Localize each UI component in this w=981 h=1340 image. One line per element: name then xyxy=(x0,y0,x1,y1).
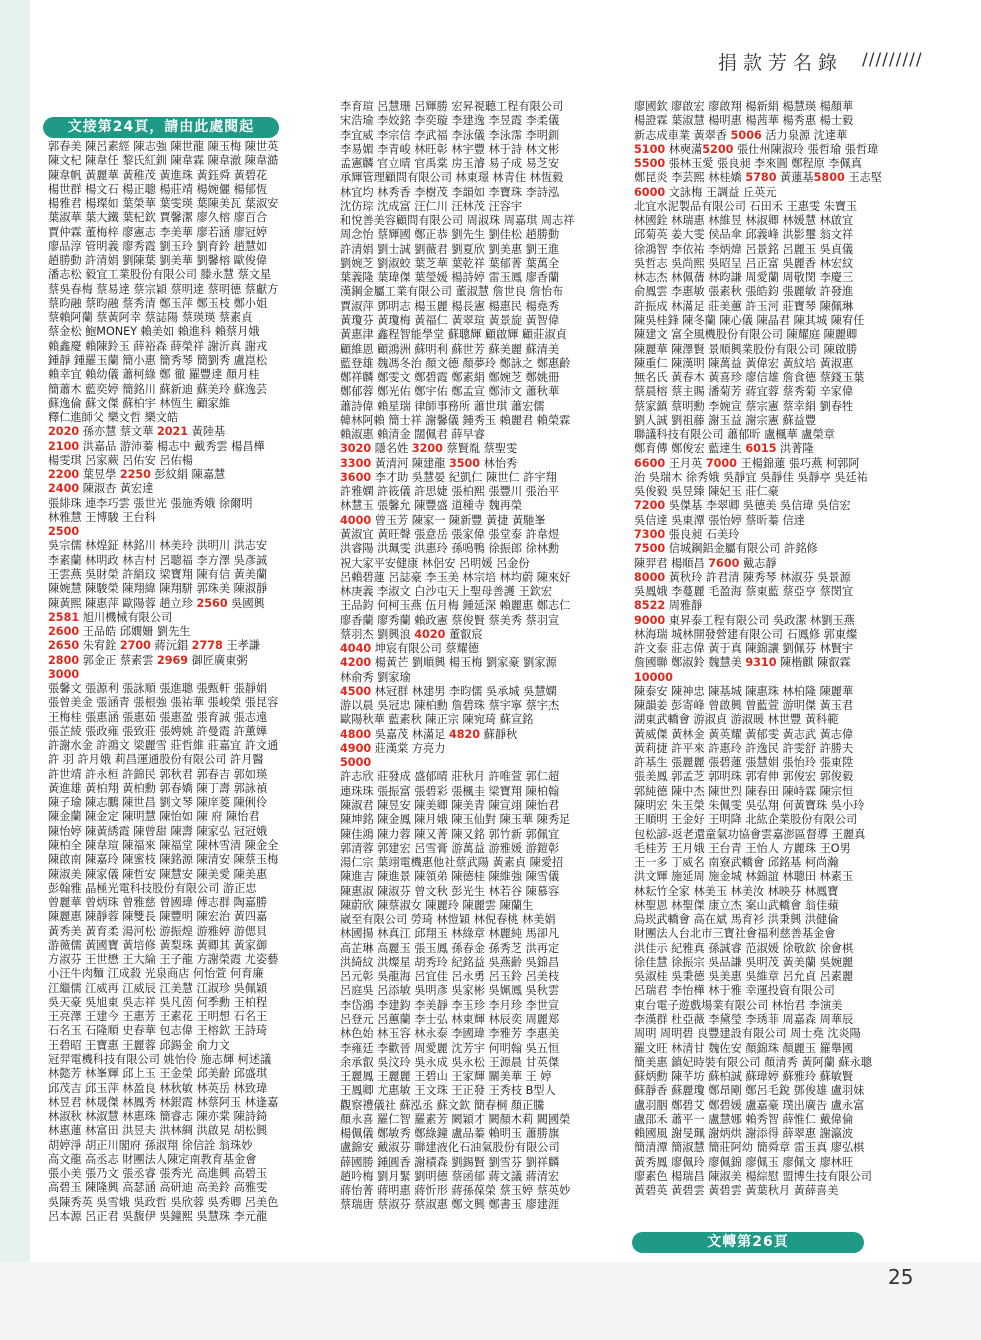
donor-line: 賴幸宜 賴幼儀 蕭柯綠 鄭 徹 羅豐達 顏月桂 xyxy=(48,368,260,382)
donation-amount: 10000 xyxy=(634,670,673,684)
donor-line: 許振成 林滿足 莊美蕙 許玉河 莊寶琴 陳佩琳 xyxy=(634,299,854,313)
donation-amount: 5500 xyxy=(634,157,666,171)
donor-line: 呂本源 呂正君 吳馥伊 吳鐘熙 吳慧珠 李元龍 xyxy=(48,1209,268,1223)
donor-line: 許 羽 許月娥 莉昌運通股份有限公司 許月醫 xyxy=(48,753,264,767)
donor-line: 許雅嫻 許筱儀 許思婕 張柏熙 張豐川 張治平 xyxy=(340,485,560,499)
page-number: 25 xyxy=(888,1265,914,1289)
donor-line: 烏崁武轎會 高在斌 馬育衫 洪秉興 洪健倫 xyxy=(634,913,839,927)
donor-line: 宋浩瑜 李姣銘 李奕璇 李建逸 李昱霞 李柔儀 xyxy=(340,114,560,128)
donor-line: 黃瓊芬 黃瓊梅 黃福仁 黃翠瑄 黃景旋 黃智偉 xyxy=(340,313,560,327)
donor-line: 羅文旺 林清甘 魏佐安 顏錦珠 顏麗玉 羅舉國 xyxy=(634,1041,854,1055)
donor-line: 鄭祥麟 鄭雯文 鄭碧霞 鄭素絹 鄭婉芝 鄭姚冊 xyxy=(340,371,560,385)
donor-line: 劉婉芝 劉淑蛟 葉芝華 葉乾祥 葉郁菁 葉萬全 xyxy=(340,256,560,270)
donation-amount: 7600 xyxy=(708,556,740,570)
donation-amount: 4500 xyxy=(340,684,372,698)
donor-line: 北宜水泥製品有限公司 石田禾 王惠雯 朱寶玉 xyxy=(634,199,858,213)
donor-line: 李易媚 李青峻 林旺彰 林宇豐 林于詩 林文彬 xyxy=(340,142,560,156)
donor-line: 林俞秀 劉家瑜 xyxy=(340,670,411,684)
donor-line: 吳哲志 吳尚熙 吳昭呈 吕正富 吳麗香 林宏紋 xyxy=(634,256,854,270)
donor-line: 周明 周明碧 良豐建設有限公司 周士堯 沈炎陽 xyxy=(634,1027,861,1041)
donor-line: 賴鑫慶 賴陳鈴玉 薛裕森 薛榮祥 謝沂真 謝戎 xyxy=(48,339,268,353)
donor-line: 俞鳳雲 李惠敏 張素秋 張皓鈞 張麗敏 許發進 xyxy=(634,285,854,299)
donation-amount: 2800 xyxy=(48,653,80,667)
donation-amount: 2560 xyxy=(196,596,228,610)
donation-amount: 4020 xyxy=(414,627,446,641)
donor-line: 許清娟 劉士誠 劉薇君 劉夏欣 劉美惠 劉王進 xyxy=(340,242,560,256)
donor-line: 呂登元 呂蕙蘭 李士弘 林東輝 林辰奕 周麗郑 xyxy=(340,1013,560,1026)
donor-line: 郭純德 陳中杰 陳世烈 陳春田 陳峙霖 陳宗恒 xyxy=(634,784,854,798)
donor-line: 王一多 丁威名 南寮武轎會 邱銘基 柯尚瀚 xyxy=(634,856,839,870)
continued-to-banner: 文轉第26頁 xyxy=(632,1232,864,1253)
donor-line: 江繼儒 江威再 江威辰 江美慧 江淑珍 吳佩穎 xyxy=(48,981,268,995)
donation-amount: 2778 xyxy=(191,639,223,653)
donation-amount: 5006 xyxy=(730,128,762,142)
donor-line: 郭清蓉 郭建宏 呂雪膏 游萬益 游雅媛 游鎧彰 xyxy=(340,841,560,855)
donation-amount: 2969 xyxy=(156,653,189,667)
page-title: 捐款芳名錄 xyxy=(718,52,844,74)
donor-line: 陳坤銘 陳金鳳 陳月娥 陳玉仙對 陳玉華 陳秀足 xyxy=(340,813,571,827)
donor-line: 許基生 張麗麗 張碧蓮 張慧娟 張怡玲 張東陞 xyxy=(634,756,854,770)
donor-line: 陳子瑜 陳志鵬 陳世昌 劉文琴 陳庠菱 陳俐伶 xyxy=(48,796,268,810)
donation-amount: 7200 xyxy=(634,499,666,513)
donor-line: 7500 信城鋼鋁金屬有限公司 許銘修 xyxy=(634,542,818,556)
donor-line: 王梅桂 張惠涵 張惠茹 張惠盈 張育誠 張志遠 xyxy=(48,710,268,724)
donation-amount: 8000 xyxy=(634,570,666,584)
donor-line: 陳重仁 陳漢明 陳萬益 黃偉宏 黃紋培 黃淑惠 xyxy=(634,356,854,370)
donor-line: 王鳳卿 尤惠敏 王文珠 王正發 王秀枝 B型人 xyxy=(340,1084,556,1098)
donor-line: 陳淑美 陳家儀 陳哲安 陳慧安 陳美愛 陳美惠 xyxy=(48,867,268,881)
donation-amount: 9310 xyxy=(745,656,777,670)
donor-line: 洪綺紋 洪燦星 胡秀玲 紀銘益 吳燕齡 吳錦昌 xyxy=(340,955,560,969)
donor-line: 林懿芳 林峯輝 邱上玉 王金榮 邱美齡 邱盛琪 xyxy=(48,1067,268,1081)
donor-line: 新志成車業 黃翠香 5006 活力泉源 沈達華 xyxy=(634,128,848,142)
donor-line: 蔡瑞唐 蔡淑芬 蔡淑惠 鄭文興 鄭書玉 廖建涯 xyxy=(340,1198,560,1212)
donor-line: 劉人誠 劉祖藤 謝玉益 謝宗憲 蘇益豐 xyxy=(634,413,817,427)
donation-amount: 2581 xyxy=(48,610,80,624)
donor-line: 6600 王月英 7000 王楊錦蓮 張巧燕 柯郭阿 xyxy=(634,456,860,470)
donor-line: 王碧昭 王寶惠 王麗蓉 邱錫金 俞力文 xyxy=(48,1038,231,1052)
donor-line: 3600 李才助 吳慧晏 紀凱仁 陳世仁 許宇翔 xyxy=(340,470,557,484)
donor-column-3 xyxy=(634,100,934,1198)
donation-amount: 8522 xyxy=(634,599,666,613)
donor-line: 4800 吳嘉茂 林滿足 4820 蘇靜秋 xyxy=(340,727,518,741)
donor-line: 李岱鴻 李建鈞 李美靜 李玉珍 李月珍 李世宣 xyxy=(340,998,560,1012)
donor-line: 楊世群 楊文石 楊正聰 楊莊靖 楊婉儷 楊郁恆 xyxy=(48,182,268,196)
donor-line: 3020 隱名姓 3200 蔡賢胤 蔡聖雯 xyxy=(340,442,518,456)
donor-line: 蔡羽杰 劉興浪 4020 董叡宸 xyxy=(340,627,483,641)
donation-amount: 2100 xyxy=(48,439,80,453)
donor-line: 廖素色 楊瑞昌 陳淑美 楊綜慰 盟博生技有限公司 xyxy=(634,1169,872,1183)
donor-line: 許世靖 許永桓 許錦民 郭秋君 郭春吉 郭如瑛 xyxy=(48,767,268,781)
donor-line: 吳鳳娥 李蔓麗 毛盈海 蔡東藍 蔡亞亨 蔡閔宜 xyxy=(634,585,854,599)
donor-line: 洪佳示 紀雅真 孫誠睿 范淑媛 徐敬欽 徐會棋 xyxy=(634,941,854,955)
donor-line: 2581 旭川機械有限公司 xyxy=(48,610,173,624)
donor-line: 2650 朱宥銓 2700 蔣沅錩 2778 王孝謙 xyxy=(48,639,260,653)
donor-column-1 xyxy=(48,116,330,1224)
donor-line: 林聖恩 林聖傑 康立杰 案山武轎會 翁佳蘋 xyxy=(634,898,839,912)
donor-line: 黃淑宜 黃旺聲 張意岳 張家偉 張堂泰 許韋煜 xyxy=(340,527,560,541)
donation-amount: 2400 xyxy=(48,482,80,496)
donor-line: 林淑秋 林淑慧 林惠珠 簡睿志 陳亦棠 陳詩錡 xyxy=(48,1110,268,1124)
donor-line: 崴至有限公司 勞琦 林愷穎 林倪春桃 林美娟 xyxy=(340,913,556,927)
donor-line: 觀察禮儀社 蘇泓丞 蘇文欽 簡春桐 顏正騰 xyxy=(340,1098,545,1112)
donor-line: 吳宗儒 林煌鉦 林銘川 林美玲 洪明川 洪志安 xyxy=(48,539,268,553)
donor-line: 陳吳桂鋒 陳冬蘭 陳心儀 陳晶君 陳其城 陳宥任 xyxy=(634,313,865,327)
donor-line: 鄭育傳 鄭俊宏 藍達生 6015 洪菁隆 xyxy=(634,442,814,456)
donor-line: 簡美惠 鎮妃時裝有限公司 顏清秀 黃阿蘭 蘇永聰 xyxy=(634,1055,872,1069)
donor-line: 高文龍 高丞志 財團法人陳定南教育基金會 xyxy=(48,1152,257,1166)
donor-line: 許謝水金 許鴻文 梁麗雪 莊哲維 莊嘉宜 許文通 xyxy=(48,739,279,753)
donor-line: 9000 東昇泰工程有限公司 吳政潔 林劉玉燕 xyxy=(634,613,855,627)
donation-amount: 2600 xyxy=(48,625,80,639)
donor-line: 黃碧英 黃碧雲 黃碧雲 黃葉秋月 黃薛喜美 xyxy=(634,1184,839,1198)
donor-line: 蔡吳春梅 蔡易達 蔡宗穎 蔡明達 蔡明德 蔡獻方 xyxy=(48,282,279,296)
donation-amount: 6015 xyxy=(745,442,777,456)
donor-line: 蘇炳勳 陳芊坊 蘇柏誠 蘇瑋婷 蘇雅玲 蘇敏賢 xyxy=(634,1070,854,1084)
donor-line xyxy=(340,756,622,770)
donor-line: 許志欣 莊發成 盛郁晴 莊秋月 許唯萱 郭仁超 xyxy=(340,770,560,784)
donor-line: 蔣怡菁 蔣明惠 蔣忻形 蔣孫葆榮 蔡玉婷 蔡英妙 xyxy=(340,1184,571,1198)
donation-amount: 2250 xyxy=(119,468,151,482)
donor-line: 許文泰 莊志偉 黃于真 陳錦讓 劉佩芬 林賢宇 xyxy=(634,642,854,656)
donation-amount: 4040 xyxy=(340,642,372,656)
donor-line: 鄭昆炎 李芸熙 林桂嬌 5780 黃蓮基5800 王志堅 xyxy=(634,171,882,185)
donor-line: 林色始 林玉容 林永泰 李國瑋 李雅芳 李惠美 xyxy=(340,1027,560,1041)
donor-line: 陳柏全 陳韋瑄 陳福來 陳福堂 陳林雪清 陳金全 xyxy=(48,839,279,853)
donor-line: 2600 王品皓 邱嫺姍 劉先生 xyxy=(48,625,191,639)
donor-line: 吳俊毅 吳昱臻 陳妃玉 莊仁豪 xyxy=(634,485,779,499)
donation-amount: 2500 xyxy=(48,525,80,539)
donor-line: 連珠珠 張振富 張碧彩 張楓圭 梁寶翔 陳柏翰 xyxy=(340,784,560,798)
donor-line: 廖國欽 廖啟宏 廖啟翔 楊新絹 楊慧瑛 楊顏華 xyxy=(634,100,854,113)
donor-line: 呂瑞君 李怡樺 林于雅 幸運投資有限公司 xyxy=(634,984,835,998)
donation-amount: 5100 xyxy=(634,142,666,156)
donor-line: 黃秀美 黃育柔 湯河松 游振煌 游雅婷 游偲貝 xyxy=(48,924,268,938)
donor-line: 2020 孫亦慧 蔡文華 2021 黃陸基 xyxy=(48,425,226,439)
donor-line: 盧邵禾 蕭平一 盧慧娜 賴秀智 薛惟仁 戴偉倫 xyxy=(634,1112,854,1126)
donor-line: 王品鈞 何柯玉燕 伍月梅 鍾延深 賴麗惠 鄭志仁 xyxy=(340,599,571,613)
footer-band xyxy=(0,1262,981,1340)
donation-amount: 2200 xyxy=(48,468,80,482)
donor-line: 趙吟梅 劉月緊 劉明德 蔡函郁 蔣文議 蔣清宏 xyxy=(340,1169,560,1183)
donor-line: 藍登雄 魏馮冬治 顏文德 顏夢玲 鄭詠之 鄭惠齡 xyxy=(340,356,571,370)
donor-line: 2800 郭金正 蔡素雲 2969 御匠廣東粥 xyxy=(48,653,248,667)
donor-line: 潘志松 毅宜工業股份有限公司 滕永慧 蔡文星 xyxy=(48,268,272,282)
donor-line: 蔡晨榕 蔡主賜 潘菊芳 蔣宜蓉 蔡秀菊 辛家偉 xyxy=(634,385,854,399)
donor-line: 蘇逸倫 蘇文傑 蘇柏宇 林恆生 顧家維 xyxy=(48,396,231,410)
donor-line: 林雅慧 王博駿 王台科 xyxy=(48,510,156,524)
donor-line: 黃莉捷 許平來 許惠玲 許逸民 許雯舒 許勝夫 xyxy=(634,741,854,755)
donor-line: 余承叡 吳汶玲 吳永成 吳永松 王源晨 甘英傑 xyxy=(340,1055,560,1069)
donor-line: 游薇儒 黃國寶 黃培修 黃梨珠 黃卿其 黃家御 xyxy=(48,938,268,952)
donor-line: 包松諺-返老還童氣功協會雲嘉澎區督導 王麗真 xyxy=(634,827,866,841)
donor-line: 陳黃熙 陳惠萍 歐陽蓉 趙立珍 2560 吳國興 xyxy=(48,596,265,610)
donor-line: 方淑芬 王世懋 王大綸 王子龍 方謝榮霞 尤姿藝 xyxy=(48,953,279,967)
donor-line: 李素蘭 林明政 林吉村 呂聰福 李方澤 吳彥誠 xyxy=(48,553,268,567)
donor-line: 游以晨 吳冠忠 陳柏勳 詹碧珠 蔡宇寧 蔡宇杰 xyxy=(340,699,560,713)
donor-line: 蔡賴阿蘭 蔡黃阿幸 蔡誌陽 蔡瑛瑛 蔡素貞 xyxy=(48,311,253,325)
donor-line: 小汪牛肉麵 江成殺 光泉商店 何怡萱 何育廉 xyxy=(48,967,264,981)
donor-line: 陳文杞 陳韋任 黎氏紅釧 陳韋霖 陳韋澈 陳韋澔 xyxy=(48,154,279,168)
donor-column-2 xyxy=(340,100,622,1213)
donor-line: 陳婉慧 陳駿榮 陳翔緯 陳翔駢 郭珠美 陳淑靜 xyxy=(48,582,268,596)
donor-line: 承輝管理顧問有限公司 林東璟 林青住 林恆毅 xyxy=(340,171,564,185)
donor-line: 陳金蘭 陳金定 陳明慧 陳怡如 陳 府 陳怡君 xyxy=(48,810,260,824)
donor-line: 蘇靜香 蘇麗瓊 鄭昂剛 鄭呂毛銳 鄧俊雄 盧羽妹 xyxy=(634,1084,865,1098)
donor-line: 林宜均 林秀香 李樹茂 李韻如 李寶珠 李詩泓 xyxy=(340,185,560,199)
donor-line: 張緋珠 連李巧雲 張世光 張施秀娥 徐爾明 xyxy=(48,496,253,510)
donor-line: 盧錦安 戴淑芬 聯建液化石油氣股份有限公司 xyxy=(340,1141,560,1155)
donor-line: 李宜威 李宗信 李武福 李泳儀 李泳霈 李明釧 xyxy=(340,128,560,142)
donor-line: 簡清潭 簡淑慧 簡莊阿幼 簡舜章 雷玉真 廖弘棋 xyxy=(634,1141,865,1155)
donation-amount: 7500 xyxy=(634,542,666,556)
donor-line: 冠羿電機科技有限公司 姚怡伶 施志輝 柯述議 xyxy=(48,1053,272,1066)
donor-line: 吳淑桂 吳秉德 吳美惠 吳維章 呂允貞 呂素麗 xyxy=(634,970,854,984)
donor-line: 祝大家平安健康 林侶安 呂明媛 呂金份 xyxy=(340,556,530,570)
donor-line: 無名氏 黃春木 黃喜珍 廖信雄 詹食德 蔡錢玉葉 xyxy=(634,371,865,385)
donor-line: 張芷綾 張政雍 張致莊 張娉姚 許曼霞 許薰嬅 xyxy=(48,724,268,738)
donor-line: 高碧玉 陳隆興 高瑟涵 高研迪 高美鈴 高雅雯 xyxy=(48,1181,268,1195)
donor-line xyxy=(48,668,330,682)
donation-amount: 2700 xyxy=(119,639,151,653)
donor-line: 吳天豪 吳旭東 吳志祥 吳凡茵 何季勳 王柏程 xyxy=(48,995,268,1009)
donor-line: 8522 周雅靜 xyxy=(634,599,703,613)
donor-line: 邱菊英 姜大雯 侯品傘 邱義峰 洪影璽 翁文祥 xyxy=(634,228,854,242)
donor-line: 4200 楊黃芒 劉順興 楊玉梅 劉家豪 劉家源 xyxy=(340,656,557,670)
donation-amount: 4820 xyxy=(448,727,481,741)
donor-line: 陳蔚欣 陳蔡淑女 陳麗玲 陳麗雲 陳蘭生 xyxy=(340,898,534,912)
donor-line: 林庚義 李淑文 白沙屯天上聖母善護 王欽宏 xyxy=(340,585,553,599)
donor-line: 王麗鳳 王麗麗 王碧山 王家輝 關美華 王 婷 xyxy=(340,1070,552,1084)
donation-amount: 6600 xyxy=(634,456,666,470)
donation-amount: 2650 xyxy=(48,639,80,653)
donor-line: 東台電子遊戲場業有限公司 林怡君 李演美 xyxy=(634,998,843,1012)
donor-line: 湖東武轎會 游淑貞 游淑暖 林世豐 黃科範 xyxy=(634,713,839,727)
donor-line: 廖品淳 管明義 廖秀霞 劉玉玲 劉育鈴 趙慧如 xyxy=(48,239,268,253)
donor-line: 韓林阿賴 簡士祥 謝馨儀 鍾秀玉 賴麗君 賴榮霖 xyxy=(340,413,571,427)
donor-line: 張美鳳 郭孟芝 郭明珠 郭宥伸 郭俊宏 郭俊毅 xyxy=(634,770,854,784)
donor-line: 林昱君 林晟傑 林鳳秀 林銀霞 林蔡阿玉 林逢嘉 xyxy=(48,1095,279,1109)
donation-amount: 5800 xyxy=(813,171,845,185)
donor-line: 孟憲麟 官立晴 官禹棠 房玉濬 易子成 易芝安 xyxy=(340,157,560,171)
donor-line: 呂賴碧蓮 呂誌豪 李玉美 林宗培 林均蔚 陳來好 xyxy=(340,570,571,584)
donation-amount: 7300 xyxy=(634,527,666,541)
donor-line: 鄭郁蓉 鄭光佑 鄭宇佑 鄭孟宣 鄭沛文 蕭秋華 xyxy=(340,385,560,399)
donor-line: 4040 坤宸有限公司 蔡耀德 xyxy=(340,642,479,656)
donor-line: 蕭詩偉 賴星瑞 律師事務所 蕭世琪 蕭宏儒 xyxy=(340,399,545,413)
donor-line: 張馨文 張源利 張詠順 張進聰 張甄軒 張靜娟 xyxy=(48,682,268,696)
donor-line: 徐佳慧 徐振宗 吳品謙 吳明茂 黃美蘭 吳婉麗 xyxy=(634,955,854,969)
donor-line: 陳啟南 陳嘉玲 陳蜜枝 陳銘源 陳清安 陳蔡玉梅 xyxy=(48,853,279,867)
donor-line: 歐陽秋華 藍素秋 陳正宗 陳宛琦 蘇宣銘 xyxy=(340,713,534,727)
donor-line: 林國揚 林真江 邱翔玉 林綠章 林麗純 馬卻凡 xyxy=(340,927,560,941)
donation-amount: 3500 xyxy=(448,456,481,470)
donation-amount: 3020 xyxy=(340,442,372,456)
donor-line: 陳佳鴻 陳力蓉 陳又菁 陳又銘 郭竹新 郭佩宜 xyxy=(340,827,560,841)
donation-amount: 3600 xyxy=(340,470,372,484)
donor-line xyxy=(634,671,934,685)
continued-from-banner: 文接第24頁，請由此處閱起 xyxy=(43,117,279,138)
donor-line: 周念怡 蔡輝國 鄭正恭 劉先生 劉佳松 趙勝動 xyxy=(340,228,560,242)
donor-line: 彭翰雅 晶極光電科技股份有限公司 游正忠 xyxy=(48,881,257,895)
donor-line: 楊證霖 葉淑慧 楊明惠 楊茜華 楊秀惠 楊士毅 xyxy=(634,114,854,128)
donor-line: 賴國風 謝旻珮 謝炳烘 謝添得 薛翠惠 謝瀛波 xyxy=(634,1127,854,1141)
donor-line: 石名玉 石隆順 史春華 包志偉 王榕欽 王詩琦 xyxy=(48,1024,268,1038)
donor-line: 李雍廷 李歡晉 周愛麗 沈芳宇 何明翰 吳五恒 xyxy=(340,1041,560,1055)
donor-line: 蔡金松 鮑MONEY 賴美如 賴進科 賴蔡月娥 xyxy=(48,325,260,339)
donor-line: 邱茂吉 邱玉萍 林盈良 林秋敏 林英岳 林致瑋 xyxy=(48,1081,268,1095)
donor-line: 毛桂芳 王月娥 王台青 王怡人 方麗珠 王O男 xyxy=(634,841,851,855)
donor-line: 張小美 張乃文 張丞睿 張秀光 高進興 高碧玉 xyxy=(48,1167,268,1181)
donor-line: 陳淑君 陳昱安 陳美卿 陳美青 陳宣翊 陳怡君 xyxy=(340,799,560,813)
donor-line: 葉淑華 葉大鐵 葉杞欽 賈馨潔 廖久榕 廖百合 xyxy=(48,211,268,225)
donor-line: 沈仿琮 沈成富 汪仁川 汪林茂 汪容宇 xyxy=(340,199,523,213)
donor-line: 賈淑萍 鄧明志 楊玉麗 楊長憲 楊惠民 楊堯秀 xyxy=(340,299,560,313)
donor-line: 洪文輝 施延周 施金城 林錦誼 林聰田 林素玉 xyxy=(634,870,854,884)
donor-line: 和悅善美容顧問有限公司 周淑珠 周嘉琪 周志祥 xyxy=(340,214,575,228)
donor-line: 顧維恩 顧鴻洲 蘇明利 蘇世芳 蘇美麗 蘇清美 xyxy=(340,342,560,356)
donation-amount: 2021 xyxy=(156,425,189,439)
donor-line: 7200 吳傑基 李翠卿 吳德美 吳信瑋 吳信宏 xyxy=(634,499,851,513)
donation-amount: 4200 xyxy=(340,656,372,670)
donation-amount: 9000 xyxy=(634,613,666,627)
donation-amount: 5000 xyxy=(340,756,372,770)
donor-line: 2400 陳淑杏 黃宏達 xyxy=(48,482,154,496)
donation-amount: 3300 xyxy=(340,456,372,470)
donation-amount: 3000 xyxy=(48,667,80,681)
donor-line: 廖香蘭 廖秀蘭 賴政憲 蔡俊賢 蔡美秀 蔡羽宣 xyxy=(340,613,560,627)
donor-line: 楊雯琪 呂家蕨 呂佑安 呂佑楊 xyxy=(48,453,193,467)
donation-amount: 4000 xyxy=(340,513,372,527)
donor-line: 陳泰安 陳神忠 陳基城 陳惠珠 林柏隆 陳麗華 xyxy=(634,684,854,698)
donor-line: 郭春美 陳呂素經 陳志強 陳世龍 陳玉梅 陳世英 xyxy=(48,140,279,153)
donor-line: 陳麗華 陳澤賢 景順興業股份有限公司 陳啟勝 xyxy=(634,342,858,356)
donor-line: 林國銓 林瑞惠 林維昱 林淑卿 林媛慧 林啟宜 xyxy=(634,214,854,228)
donor-line: 治 吳瑞木 徐秀娥 吳靜宜 吳靜佳 吳靜亭 吳廷祐 xyxy=(634,470,868,484)
donation-amount: 4900 xyxy=(340,741,372,755)
donor-line: 楊佩儀 鄭敏秀 鄭綠鐘 盧品蓁 賴明玉 蕭勝旗 xyxy=(340,1127,560,1141)
donor-line: 陳明宏 朱玉榮 朱佩雯 吳弘翔 何黃寶珠 吳小玲 xyxy=(634,799,865,813)
donor-line: 黃威傑 黃林金 黃英耀 黃郁雯 黃志武 黃志偉 xyxy=(634,727,854,741)
donor-line: 高芷琳 高麗玉 張玉鳳 孫春金 孫秀芝 洪再定 xyxy=(340,941,560,955)
donor-line: 賴淑惠 賴清金 闊佩君 薛早睿 xyxy=(340,428,485,442)
donor-line: 陳進吉 陳進景 陳領弟 陳德桂 陳維強 陳雪儀 xyxy=(340,870,560,884)
donor-line: 蔡家鎮 蔡明勳 李婉宣 蔡宗憲 蔡幸絹 劉春牲 xyxy=(634,399,854,413)
donation-amount: 5200 xyxy=(702,142,734,156)
donor-line: 陳怡婷 陳黃綉霞 陳曾甜 陳壽 陳家弘 冠冠娥 xyxy=(48,824,268,838)
donor-line: 陳羿君 楊順昌 7600 戴志靜 xyxy=(634,556,777,570)
title-decoration: ///////// xyxy=(862,50,923,70)
donation-amount: 7000 xyxy=(705,456,737,470)
donor-line: 洪睿陽 洪珮雯 洪惠玲 孫嗚鴨 徐振郎 徐林勳 xyxy=(340,542,560,556)
donation-amount: 6000 xyxy=(634,185,666,199)
donor-line: 4900 莊漢棠 方亮力 xyxy=(340,741,446,755)
donor-line: 呂庭吳 呂添敏 吳明彥 吳家彬 吳姵鳳 吳秋雲 xyxy=(340,984,560,998)
donor-line: 6000 文詠梅 王調益 丘英元 xyxy=(634,185,777,199)
donor-line: 釋仁進師父 樂文哲 樂文皓 xyxy=(48,411,179,425)
donor-line: 2100 洪嘉品 游沛蓁 楊志中 戴秀雲 楊昌樺 xyxy=(48,439,265,453)
donor-line: 陳麗惠 陳靜蓉 陳雙長 陳豐明 陳宏治 黃四嘉 xyxy=(48,910,268,924)
donation-amount: 5780 xyxy=(745,171,777,185)
donor-line: 漢鋼金屬工業有限公司 董淑慧 詹世良 詹怡布 xyxy=(340,285,564,299)
donor-line: 鍾靜 鍾羅玉蘭 簡小惠 簡秀琴 簡劉秀 盧崑松 xyxy=(48,353,268,367)
donor-line: 楊雅君 楊璨如 葉榮華 葉雯瑛 葉陳美瓦 葉淑安 xyxy=(48,197,279,211)
donor-line: 林惠蓮 林富田 洪昱夫 洪林綢 洪啟晃 胡松興 xyxy=(48,1124,268,1138)
donation-amount: 4800 xyxy=(340,727,372,741)
donor-line: 蔡昀融 蔡昀融 蔡秀清 鄭玉萍 鄭玉枝 鄭小姐 xyxy=(48,296,268,310)
donor-line: 2200 葉昱學 2250 彭紋絹 陳嘉慧 xyxy=(48,468,226,482)
donor-line: 葉義隆 葉瑋傑 葉瑩媛 楊詩婷 雷玉鳳 廖香蘭 xyxy=(340,271,560,285)
donor-line: 薛國勝 鍾圓香 謝積森 劉錫賢 劉雪芬 劉祥麟 xyxy=(340,1155,560,1169)
donor-line: 5500 張林玉愛 張良昶 李來圓 鄭程原 李佩真 xyxy=(634,157,862,171)
donor-line: 林耘竹全家 林美玉 林美汝 林映芬 林鳳寶 xyxy=(634,884,839,898)
donor-line: 盧羽胭 鄭碧艾 鄭碧媛 盧嘉豪 璞出廣告 盧永富 xyxy=(634,1098,865,1112)
donor-line: 呂元彰 吳龍海 呂宜佳 呂永勇 呂玉鈴 呂美枝 xyxy=(340,970,560,984)
donor-line: 王順明 王金好 王明降 北紘企業股份有限公司 xyxy=(634,813,858,827)
donor-line: 4000 曾玉芳 陳家一 陳新豐 黃捷 黃馳峯 xyxy=(340,513,546,527)
donation-amount: 2020 xyxy=(48,425,80,439)
donor-line xyxy=(48,525,330,539)
donor-line: 李育瑄 呂慧珊 呂輝勝 宏昇視聽工程有限公司 xyxy=(340,100,564,113)
donor-line: 徐鴻智 李依祐 李炳煒 呂景銘 呂麗玉 吳貞儀 xyxy=(634,242,854,256)
donor-line: 聯議科技有限公司 蕭郁昕 盧楓華 盧榮章 xyxy=(634,428,835,442)
donor-line: 王亮澤 王建今 王惠芳 王素花 王明想 石名王 xyxy=(48,1010,268,1024)
donor-line: 詹國聯 鄭淑鈴 魏慧美 9310 陳楷麒 陳叡霖 xyxy=(634,656,851,670)
left-decorative-band xyxy=(0,0,30,1340)
donor-line: 吳陳秀英 吳雪娥 吳政哲 吳欣蓉 吳秀卿 呂美色 xyxy=(48,1195,279,1209)
donor-line: 林慧玉 張馨允 陳豐盛 道種寺 魏再榮 xyxy=(340,499,523,513)
donor-line: 胡婷淨 胡正川閣府 孫淑翔 徐信詮 翁珠妙 xyxy=(48,1138,253,1152)
donor-line: 陳建文 富全風機股份有限公司 陳耀庭 陳麗卿 xyxy=(634,328,858,342)
donor-line: 湯仁宗 葉翊電機惠他社蔡武陽 黃素貞 陳愛招 xyxy=(340,856,564,870)
donor-line: 黃秀鳳 廖佩玲 廖佩錦 廖佩玉 廖佩文 廖林旺 xyxy=(634,1155,854,1169)
donor-line: 8000 黃秋玲 許君清 陳秀琴 林淑芬 吳景源 xyxy=(634,570,851,584)
donor-line: 陳韋帆 黃麗華 黃稚茂 黃進珠 黃鈺舜 黃碧花 xyxy=(48,168,268,182)
donor-line: 5100 林奭滿5200 張仕州陳淑玲 張哲瑜 張哲瑋 xyxy=(634,142,879,156)
donor-line: 趙勝動 許清娟 劉陳葉 劉美華 劉馨榕 歐俊偉 xyxy=(48,254,268,268)
donor-line: 簡蕭木 藍奕婷 簡銘川 蘇新迪 蘇美玲 蘇逸芸 xyxy=(48,382,268,396)
donor-line: 黃進雄 黃柏翔 黃柏勳 郭春嬌 陳丁壽 郭詠禎 xyxy=(48,781,268,795)
donor-line: 財團法人台北市三寶社會福利慈善基金會 xyxy=(634,927,836,941)
donor-line: 李漢群 杜亞薇 李黛瑩 李琇菲 周嘉森 周華辰 xyxy=(634,1013,854,1026)
donor-line: 陳惠淑 陳淑芬 曾文秋 彭光生 林若谷 陳慕容 xyxy=(340,884,560,898)
donor-line: 黃惠津 鑫程智能學堂 蘇聰輝 顧啟輝 顧莊淑貞 xyxy=(340,328,567,342)
donor-line: 賈仲霖 董梅梓 廖憲志 李美華 廖若涵 廖冠婷 xyxy=(48,225,268,239)
donor-line: 7300 張良昶 石美玲 xyxy=(634,527,740,541)
donor-line: 林海瑞 城林開發營建有限公司 石鳳修 郭東燦 xyxy=(634,627,858,641)
donor-line: 4500 林冠群 林建男 李昀儒 吳承城 吳慧嫻 xyxy=(340,684,557,698)
donor-line: 顏永喜 羅仁智 羅素芳 闕穎才 闕顏木莉 闕國榮 xyxy=(340,1112,571,1126)
donor-line: 陳韻姜 彭寄峰 曾啟興 曾藍萱 游明傑 黃玉君 xyxy=(634,699,854,713)
donor-line: 王雲燕 吳財榮 許絹玟 梁寶翔 陳有信 黃美蘭 xyxy=(48,567,268,581)
donor-line: 曾麗華 曾炳珠 曾雅慈 曾國瑋 傅志群 陶嘉勝 xyxy=(48,896,268,910)
donor-line: 張曾美金 張涵青 張根強 張祐華 張峻榮 張昆容 xyxy=(48,696,279,710)
donor-line: 3300 黃清河 陳建龍 3500 林怡秀 xyxy=(340,456,518,470)
donor-line: 林志杰 林佩蒨 林昀謙 周愛蘭 周敬閔 李慶三 xyxy=(634,271,854,285)
donor-line: 吳信達 吳東潭 張怡婷 蔡昕蓁 信達 xyxy=(634,513,805,527)
donation-amount: 3200 xyxy=(411,442,443,456)
